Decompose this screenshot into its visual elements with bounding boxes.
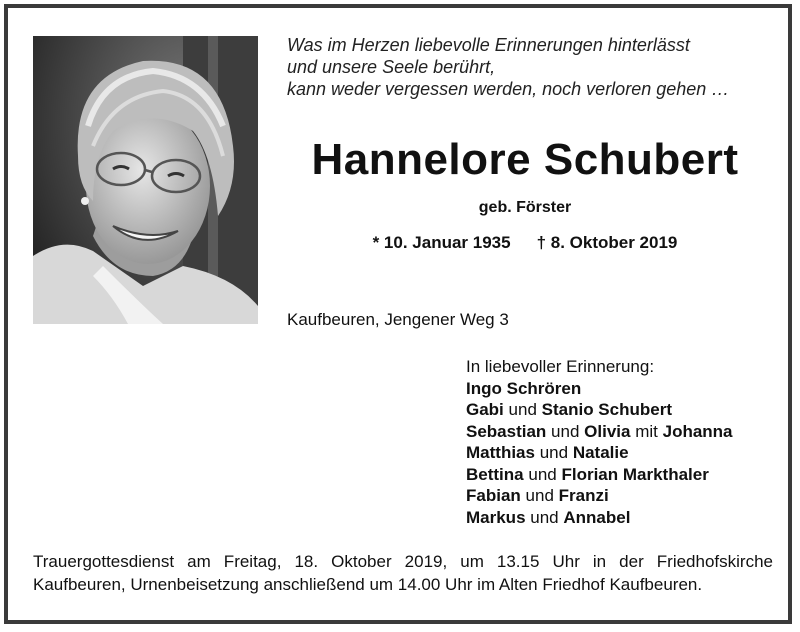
mourner-row: [466, 485, 733, 507]
deceased-name: Hannelore Schubert: [311, 135, 739, 184]
connector-word: und: [508, 400, 537, 419]
mourner-row: [466, 464, 733, 486]
mourner-name: Johanna: [662, 421, 733, 441]
verse-line: und unsere Seele berührt,: [287, 57, 496, 77]
verse-line: kann weder vergessen werden, noch verloren gehen …: [287, 79, 730, 99]
connector-word: und: [525, 486, 554, 505]
connector-word: und: [528, 464, 557, 484]
mourner-name: Bettina: [466, 464, 524, 484]
service-details: [33, 550, 773, 596]
mourner-name: Ingo Schrören: [466, 378, 582, 398]
mourner-row: [466, 378, 733, 400]
family-address: Kaufbeuren, Jengener Weg 3: [287, 310, 509, 329]
mourner-name: Annabel: [563, 507, 631, 527]
mourner-name: Gabi: [466, 400, 504, 419]
mourner-row: [466, 507, 733, 529]
maiden-name: geb. Förster: [478, 199, 572, 216]
mourner-row: [466, 442, 733, 464]
mourner-name: Stanio Schubert: [541, 400, 672, 419]
mourner-name: Sebastian: [466, 421, 547, 441]
mourner-name: Markus: [466, 507, 526, 527]
mourners-intro: In liebevoller Erinnerung:: [466, 357, 655, 376]
mourner-name: Florian Markthaler: [561, 464, 709, 484]
connector-word: und: [539, 443, 569, 462]
connector-word: und: [551, 421, 580, 441]
mourner-row: [466, 421, 733, 443]
service-line: Kaufbeuren, Urnenbeisetzung anschließend um 14.00 Uhr im Alten Friedhof Kaufbeuren.: [33, 575, 703, 594]
mourner-name: Natalie: [572, 443, 629, 462]
life-dates: [270, 233, 780, 253]
mourners-list: [466, 356, 733, 528]
mourner-name: Matthias: [466, 443, 535, 462]
memorial-verse: [287, 34, 767, 100]
death-date: † 8. Oktober 2019: [536, 233, 678, 252]
birth-date: * 10. Januar 1935: [372, 233, 511, 252]
connector-word: mit: [635, 421, 658, 441]
portrait-photo: [33, 36, 258, 324]
portrait-illustration: [33, 36, 258, 324]
mourner-row: [466, 399, 733, 421]
mourner-name: Olivia: [584, 421, 631, 441]
verse-line: Was im Herzen liebevolle Erinnerungen hinterlässt: [287, 35, 690, 55]
connector-word: und: [530, 507, 559, 527]
mourner-name: Fabian: [466, 486, 521, 505]
service-line: Trauergottesdienst am Freitag, 18. Oktober 2019, um 13.15 Uhr in der Friedhofskirche: [33, 552, 773, 571]
mourner-name: Franzi: [558, 486, 609, 505]
